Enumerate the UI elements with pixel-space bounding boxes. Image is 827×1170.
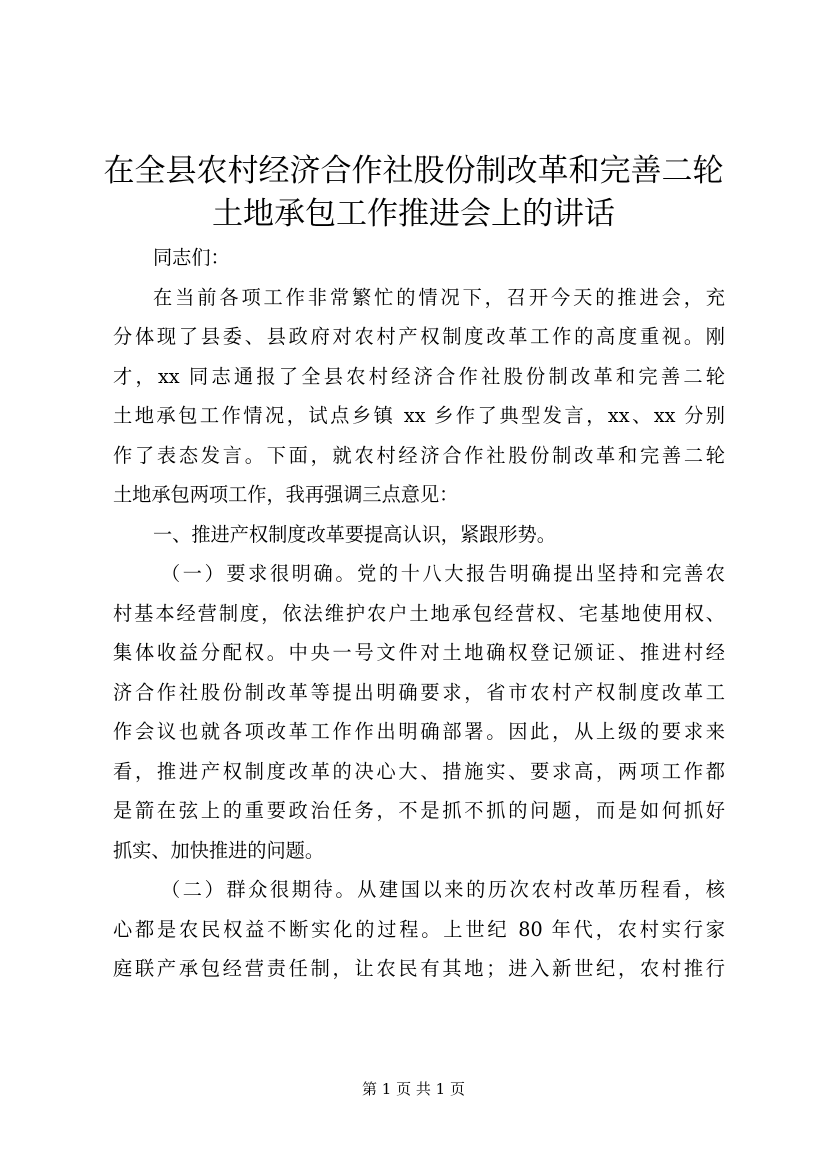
paragraph-2-line: 看，推进产权制度改革的决心大、措施实、要求高，两项工作都 — [113, 759, 725, 783]
document-title — [100, 150, 727, 236]
paragraph-2-line: （一）要求很明确。党的十八大报告明确提出坚持和完善农 — [161, 562, 725, 585]
paragraph-3-line: 心都是农民权益不断实化的过程。上世纪 80 年代，农村实行家 — [113, 917, 725, 941]
paragraph-1-line: 在当前各项工作非常繁忙的情况下，召开今天的推进会，充 — [153, 285, 725, 309]
section-heading: 一、推进产权制度改革要提高认识，紧跟形势。 — [153, 522, 556, 546]
paragraph-3-line: 庭联产承包经营责任制，让农民有其地；进入新世纪，农村推行 — [113, 957, 725, 980]
document-body — [113, 238, 725, 989]
paragraph-2-line: 村基本经营制度，依法维护农户土地承包经营权、宅基地使用权、 — [113, 601, 725, 625]
paragraph-2-line: 抓实、加快推进的问题。 — [113, 838, 325, 862]
paragraph-1-line: 才，xx 同志通报了全县农村经济合作社股份制改革和完善二轮 — [113, 364, 725, 388]
paragraph-1-line: 作了表态发言。下面，就农村经济合作社股份制改革和完善二轮 — [113, 443, 725, 467]
salutation: 同志们： — [153, 246, 230, 269]
paragraph-2-line: 是箭在弦上的重要政治任务，不是抓不抓的问题，而是如何抓好 — [113, 799, 725, 822]
paragraph-2-line: 济合作社股份制改革等提出明确要求，省市农村产权制度改革工 — [113, 680, 725, 704]
page-footer: 第 1 页 共 1 页 — [362, 1080, 465, 1098]
paragraph-1-line: 土地承包两项工作，我再强调三点意见： — [113, 483, 459, 506]
title-line-1: 在全县农村经济合作社股份制改革和完善二轮 — [103, 153, 724, 189]
paragraph-3-line: （二）群众很期待。从建国以来的历次农村改革历程看，核 — [161, 878, 725, 901]
paragraph-1-line: 分体现了县委、县政府对农村产权制度改革工作的高度重视。刚 — [113, 325, 725, 348]
title-line-2: 土地承包工作推进会上的讲话 — [212, 196, 615, 232]
paragraph-1-line: 土地承包工作情况，试点乡镇 xx 乡作了典型发言，xx、xx 分别 — [113, 404, 725, 427]
paragraph-2-line: 集体收益分配权。中央一号文件对土地确权登记颁证、推进村经 — [113, 641, 725, 664]
paragraph-2-line: 作会议也就各项改革工作作出明确部署。因此，从上级的要求来 — [113, 720, 725, 743]
